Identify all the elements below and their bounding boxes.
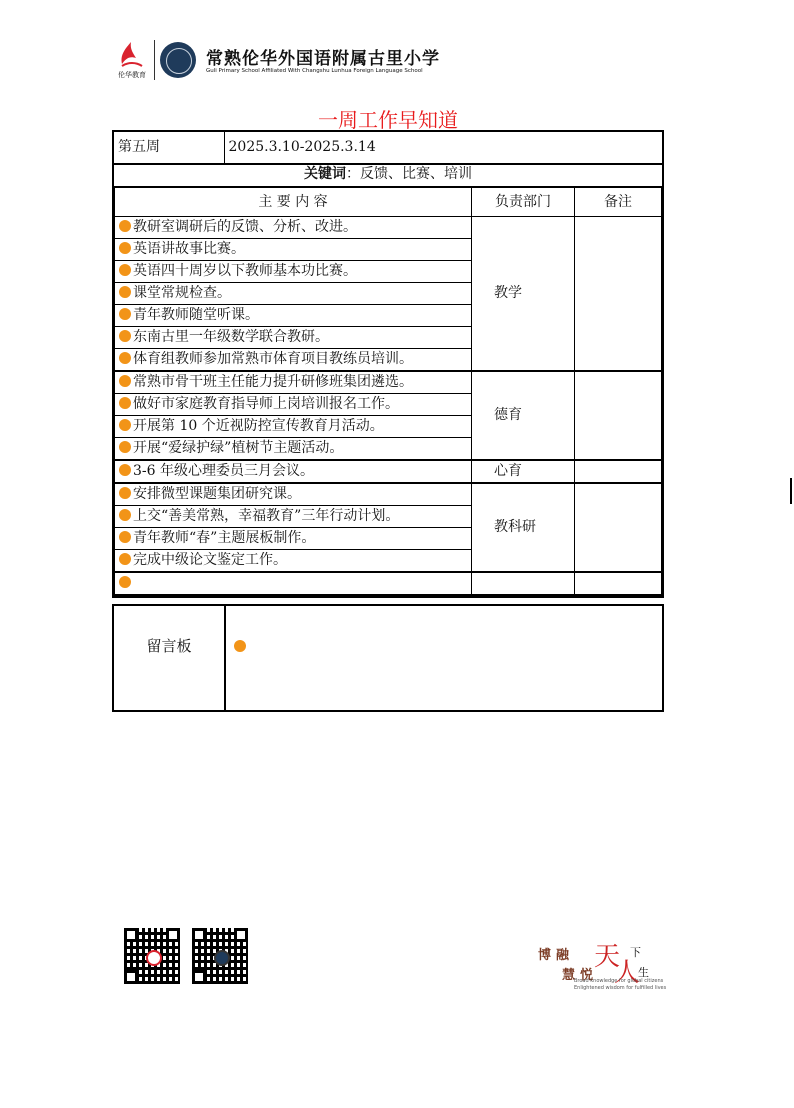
bullet-dot-icon (119, 576, 131, 588)
work-item (115, 327, 472, 349)
work-item-text: 教研室调研后的反馈、分析、改进。 (133, 219, 357, 235)
column-header-department: 负责部门 (472, 188, 575, 217)
bullet-dot-icon (234, 640, 246, 652)
work-item-text: 3-6 年级心理委员三月会议。 (133, 463, 314, 479)
table-row-empty (115, 572, 662, 595)
work-item-text: 开展第 10 个近视防控宣传教育月活动。 (133, 418, 384, 434)
bullet-dot-icon (119, 531, 131, 543)
school-seal-icon (160, 42, 196, 78)
work-item-text: 课堂常规检查。 (133, 285, 231, 301)
bullet-dot-icon (119, 352, 131, 364)
slogan-ren: 人 (614, 958, 641, 988)
school-name-cn: 常熟伦华外国语附属古里小学 (206, 49, 440, 69)
work-item-text: 安排微型课题集团研究课。 (133, 486, 301, 502)
table-row (115, 371, 662, 394)
work-item (115, 460, 472, 483)
work-table-box (112, 186, 664, 598)
work-item (115, 550, 472, 573)
keywords-row (114, 162, 662, 186)
divider (154, 40, 155, 80)
work-item-text: 上交“善美常熟，幸福教育”三年行动计划。 (133, 508, 400, 524)
work-item-text: 体育组教师参加常熟市体育项目教练员培训。 (133, 351, 413, 367)
brand-name: 伦华教育 (118, 71, 146, 79)
qr-code-icon (124, 928, 180, 984)
work-item-text: 东南古里一年级数学联合教研。 (133, 329, 329, 345)
work-item (115, 572, 472, 595)
department-cell: 心育 (472, 460, 575, 483)
slogan-en1: Broad knowledge for global citizens (574, 978, 664, 984)
work-item (115, 283, 472, 305)
bullet-dot-icon (119, 220, 131, 232)
notes-cell (575, 483, 662, 572)
slogan-line2: 慧悦 (562, 968, 599, 983)
work-item-text: 英语四十周岁以下教师基本功比赛。 (133, 263, 357, 279)
bullet-dot-icon (119, 419, 131, 431)
work-item-text: 做好市家庭教育指导师上岗培训报名工作。 (133, 396, 399, 412)
week-label: 第五周 (114, 132, 224, 163)
keywords-box (112, 162, 664, 188)
message-board (112, 604, 664, 712)
bullet-dot-icon (119, 509, 131, 521)
work-item-text: 开展“爱绿护绿”植树节主题活动。 (133, 440, 344, 456)
work-item (115, 239, 472, 261)
slogan-line1: 博融 (538, 948, 575, 963)
bullet-dot-icon (119, 375, 131, 387)
work-item (115, 261, 472, 283)
school-slogan (538, 938, 688, 998)
notes-cell (575, 217, 662, 372)
work-table (114, 187, 662, 596)
department-cell (472, 572, 575, 595)
slogan-en2: Enlightened wisdom for fulfilled lives (574, 985, 667, 991)
table-row (115, 460, 662, 483)
bullet-dot-icon (119, 397, 131, 409)
slogan-tian: 天 (594, 942, 621, 972)
page-header (112, 38, 442, 84)
school-name-en: Guli Primary School Affiliated With Changshu Lunhua Foreign Language School (206, 68, 423, 74)
work-item (115, 483, 472, 506)
work-item-text: 常熟市骨干班主任能力提升研修班集团遴选。 (133, 374, 413, 390)
qr-code-icon (192, 928, 248, 984)
message-board-label: 留言板 (114, 606, 226, 710)
bullet-dot-icon (119, 286, 131, 298)
work-item (115, 416, 472, 438)
bullet-dot-icon (119, 308, 131, 320)
notes-cell (575, 572, 662, 595)
column-header-content: 主 要 内 容 (115, 188, 472, 217)
keywords-text: ：反馈、比赛、培训 (346, 166, 472, 182)
work-item (115, 371, 472, 394)
table-row (115, 483, 662, 506)
work-item (115, 394, 472, 416)
table-header-row (115, 188, 662, 217)
bullet-dot-icon (119, 464, 131, 476)
bullet-dot-icon (119, 242, 131, 254)
keywords-label: 关键词 (304, 166, 346, 182)
work-item (115, 217, 472, 239)
work-item (115, 506, 472, 528)
notes-cell (575, 371, 662, 460)
work-item-text: 英语讲故事比赛。 (133, 241, 245, 257)
page-edge-marker (790, 478, 792, 504)
slogan-sheng: 生 (638, 966, 649, 979)
bullet-dot-icon (119, 487, 131, 499)
bullet-dot-icon (119, 264, 131, 276)
bullet-dot-icon (119, 330, 131, 342)
department-cell: 德育 (472, 371, 575, 460)
work-item-text: 青年教师随堂听课。 (133, 307, 259, 323)
work-item (115, 438, 472, 461)
department-cell: 教学 (472, 217, 575, 372)
work-item-text: 青年教师“春”主题展板制作。 (133, 530, 316, 546)
week-box (112, 130, 664, 165)
week-dates: 2025.3.10-2025.3.14 (228, 139, 376, 155)
notes-cell (575, 460, 662, 483)
work-item-text: 完成中级论文鉴定工作。 (133, 552, 287, 568)
department-cell: 教科研 (472, 483, 575, 572)
week-table (114, 132, 662, 163)
bullet-dot-icon (119, 441, 131, 453)
work-item (115, 528, 472, 550)
work-item (115, 305, 472, 327)
page-title: 一周工作早知道 (318, 108, 458, 132)
work-item (115, 349, 472, 372)
bullet-dot-icon (119, 553, 131, 565)
column-header-notes: 备注 (575, 188, 662, 217)
table-row (115, 217, 662, 239)
slogan-xia: 下 (630, 946, 641, 959)
